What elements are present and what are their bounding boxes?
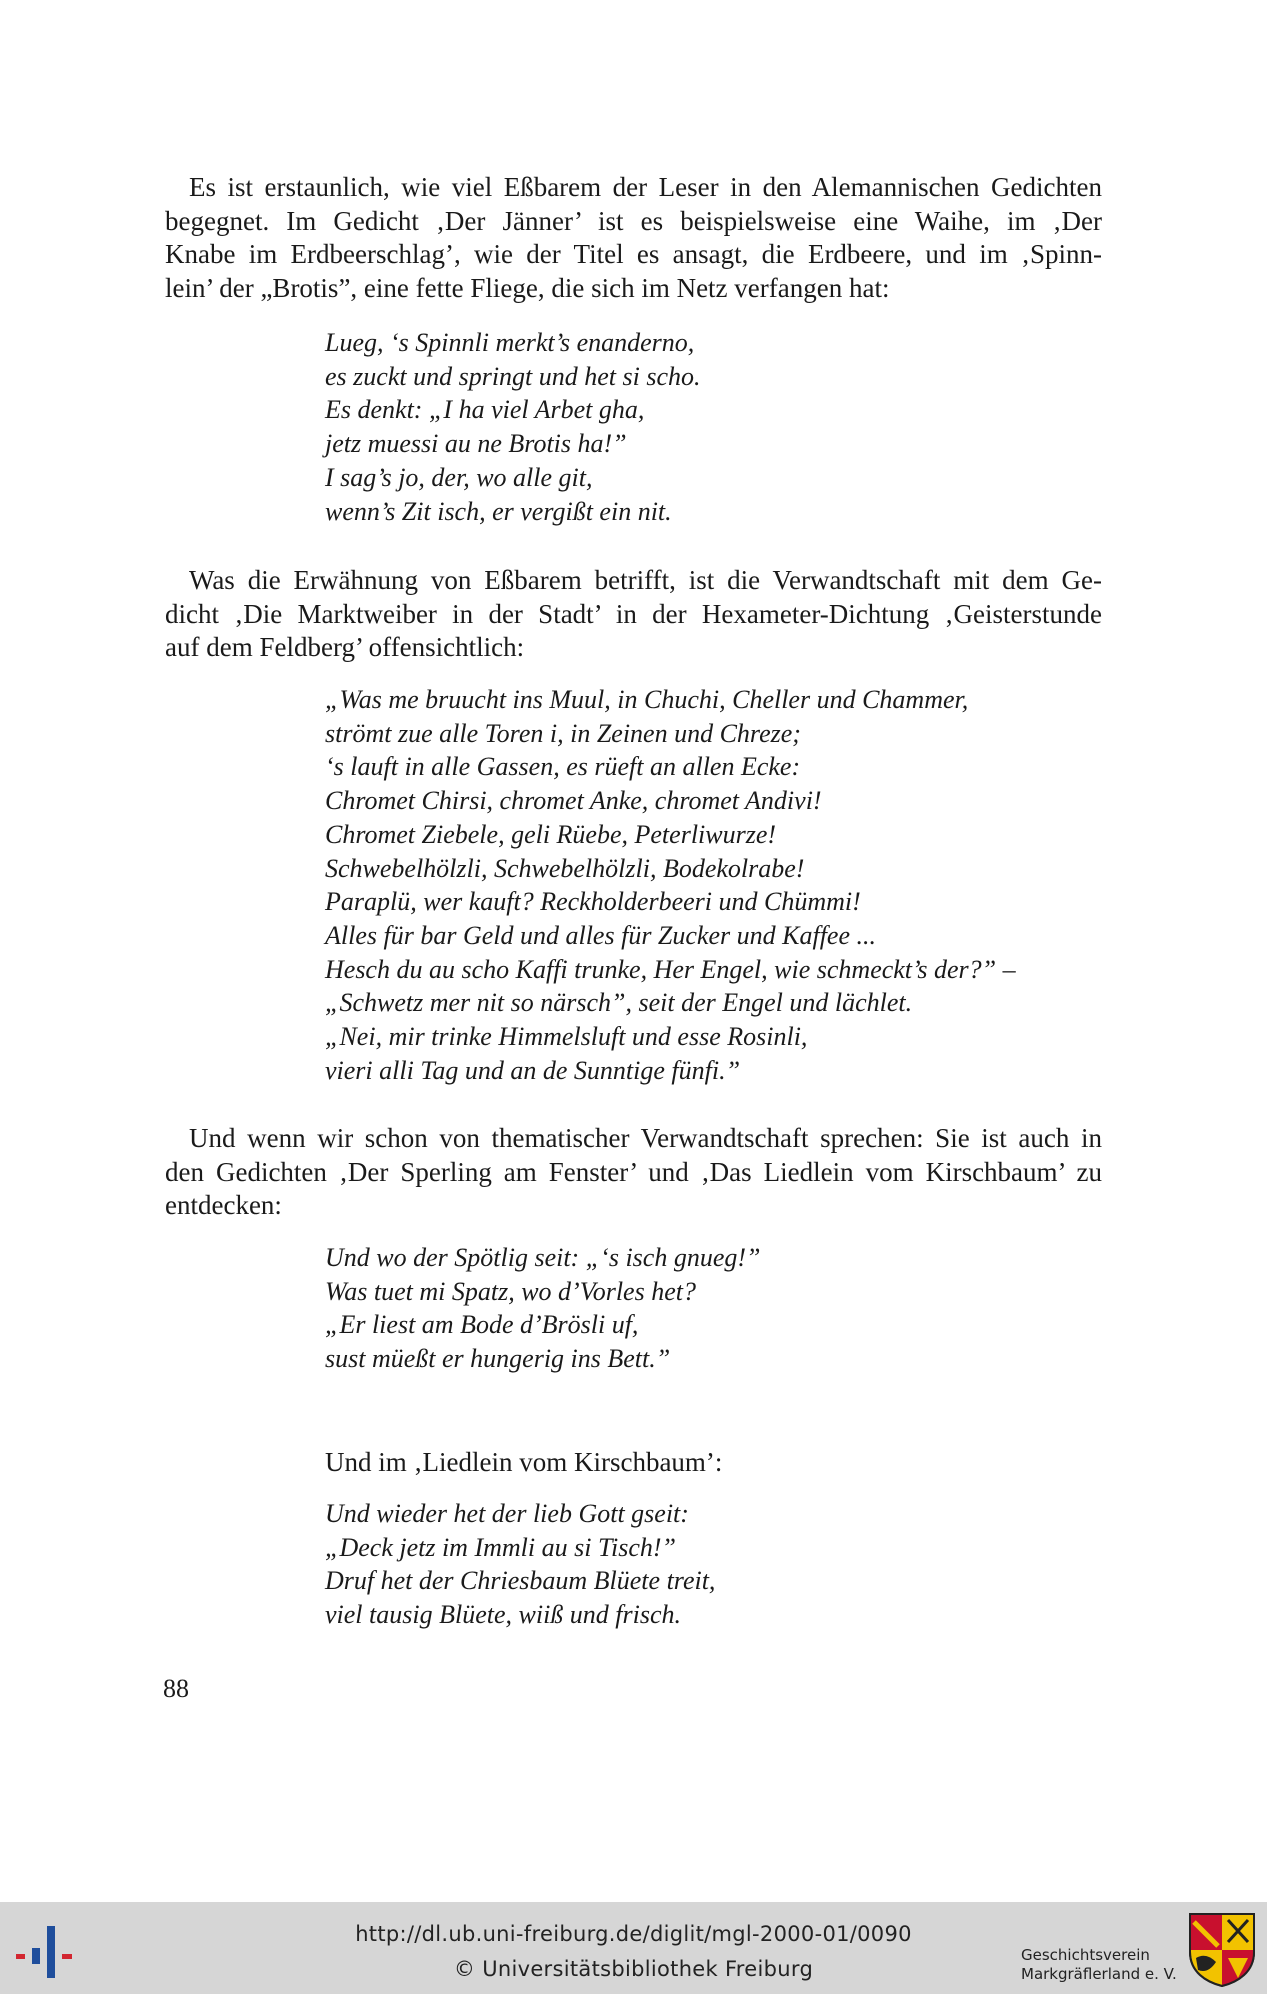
verse-spinnli xyxy=(325,326,1105,528)
text-line: den Gedichten ‚Der Sperling am Fenster’ und ‚Das Liedlein vom Kirschbaum’ zu xyxy=(165,1156,1102,1187)
text-line: begegnet. Im Gedicht ‚Der Jänner’ ist es beispielsweise eine Waihe, im ‚Der xyxy=(165,205,1102,236)
text-line: Und wenn wir schon von thematischer Verwandtschaft sprechen: Sie ist auch in xyxy=(189,1123,1102,1153)
verse-line: vieri alli Tag und an de Sunntige fünfi.” xyxy=(325,1055,741,1085)
intro-kirschbaum: Und im ‚Liedlein vom Kirschbaum’: xyxy=(325,1447,723,1477)
verse-line: sust müeßt er hungerig ins Bett.” xyxy=(325,1344,671,1374)
verse-line: jetz muessi au ne Brotis ha!” xyxy=(325,429,627,459)
verse-line: Hesch du au scho Kaffi trunke, Her Engel, wie schmeckt’s der?” – xyxy=(325,954,1016,984)
verse-marktweiber xyxy=(325,683,1105,1087)
page-number: 88 xyxy=(163,1674,189,1703)
verse-line: Paraplü, wer kauft? Reckholderbeeri und Chümmi! xyxy=(325,887,861,917)
text-line: auf dem Feldberg’ offensichtlich: xyxy=(165,632,525,662)
text-line: dicht ‚Die Marktweiber in der Stadt’ in der Hexameter-Dichtung ‚Geisterstunde xyxy=(165,598,1102,629)
society-name-line: Markgräflerland e. V. xyxy=(1021,1965,1177,1983)
verse-line: „Was me bruucht ins Muul, in Chuchi, Cheller und Chammer, xyxy=(325,685,969,714)
verse-line: „Schwetz mer nit so närsch”, seit der Engel und lächlet. xyxy=(325,988,913,1018)
text-line: entdecken: xyxy=(165,1190,282,1220)
verse-line: Was tuet mi Spatz, wo d’Vorles het? xyxy=(325,1276,696,1306)
verse-line: Und wo der Spötlig seit: „‘s isch gnueg!” xyxy=(325,1243,761,1272)
verse-line: Druf het der Chriesbaum Blüete treit, xyxy=(325,1566,716,1596)
text-line: Knabe im Erdbeerschlag’, wie der Titel es ansagt, die Erdbeere, und im ‚Spinn- xyxy=(165,239,1102,269)
verse-line: Es denkt: „I ha viel Arbet gha, xyxy=(325,395,645,425)
paragraph-3 xyxy=(165,1122,1102,1223)
verse-line: I sag’s jo, der, wo alle git, xyxy=(325,462,593,492)
paragraph-2 xyxy=(165,564,1102,665)
text-line: lein’ der „Brotis”, eine fette Fliege, die sich im Netz verfangen hat: xyxy=(165,272,890,303)
verse-line: Lueg, ‘s Spinnli merkt’s enanderno, xyxy=(325,328,695,357)
verse-line: Chromet Ziebele, geli Rüebe, Peterliwurze! xyxy=(325,819,777,849)
text-line: Es ist erstaunlich, wie viel Eßbarem der Leser in den Alemannischen Gedichten xyxy=(189,172,1102,202)
verse-kirschbaum xyxy=(325,1497,1105,1632)
verse-line: wenn’s Zit isch, er vergißt ein nit. xyxy=(325,496,672,526)
verse-line: Schwebelhölzli, Schwebelhölzli, Bodekolrabe! xyxy=(325,853,805,883)
verse-line: strömt zue alle Toren i, in Zeinen und Chreze; xyxy=(325,718,801,748)
footer-bar xyxy=(0,1902,1267,1994)
verse-line: viel tausig Blüete, wiiß und frisch. xyxy=(325,1600,682,1630)
verse-line: ‘s lauft in alle Gassen, es rüeft an allen Ecke: xyxy=(325,752,801,782)
verse-sperling xyxy=(325,1241,1105,1376)
verse-line: „Deck jetz im Immli au si Tisch!” xyxy=(325,1532,676,1562)
verse-line: Chromet Chirsi, chromet Anke, chromet Andivi! xyxy=(325,786,822,816)
source-url-link[interactable]: http://dl.ub.uni-freiburg.de/diglit/mgl-2000-01/0090 xyxy=(355,1922,912,1946)
society-name-line: Geschichtsverein xyxy=(1021,1946,1150,1964)
copyright-text: © Universitätsbibliothek Freiburg xyxy=(453,1957,814,1981)
verse-line: „Nei, mir trinke Himmelsluft und esse Rosinli, xyxy=(325,1022,808,1052)
verse-line: Und wieder het der lieb Gott gseit: xyxy=(325,1499,689,1528)
text-line: Was die Erwähnung von Eßbarem betrifft, ist die Verwandtschaft mit dem Ge- xyxy=(189,565,1102,595)
society-name xyxy=(1021,1946,1177,1984)
verse-line: Alles für bar Geld und alles für Zucker und Kaffee ... xyxy=(325,920,877,950)
paragraph-1 xyxy=(165,171,1102,305)
verse-line: es zuckt und springt und het si scho. xyxy=(325,361,701,391)
verse-line: „Er liest am Bode d’Brösli uf, xyxy=(325,1310,639,1340)
coat-of-arms-icon[interactable] xyxy=(1188,1912,1256,1988)
